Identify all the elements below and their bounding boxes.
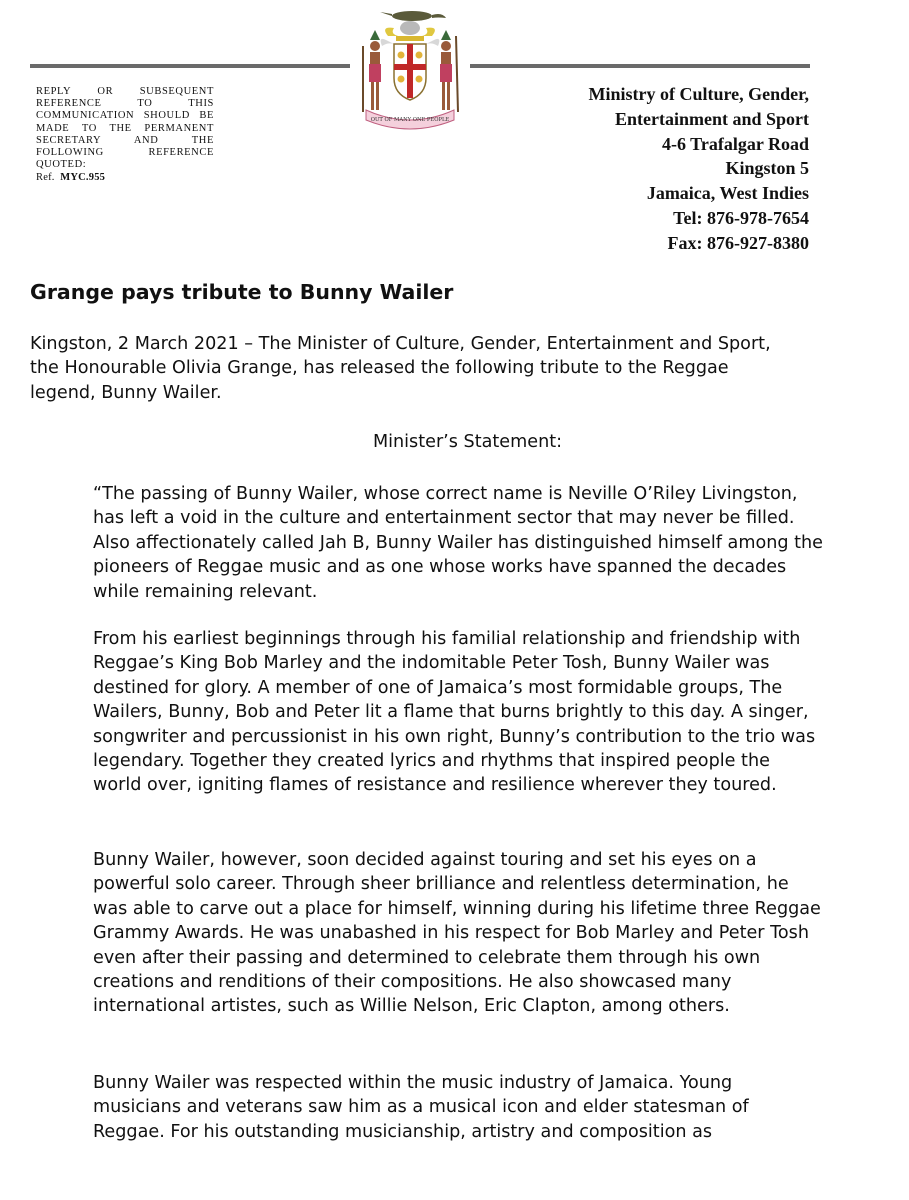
statement-heading: Minister’s Statement: [372, 432, 563, 452]
intro-paragraph: Kingston, 2 March 2021 – The Minister of Culture, Gender, Entertainment and Sport, the Honourable Olivia Grange, has released the following tribute to the Reggae legend, Bunny Wailer. [30, 334, 771, 403]
address-line: 4-6 Trafalgar Road [662, 133, 809, 154]
statement-paragraph: From his earliest beginnings through his familial relationship and friendship with Reggae’s King Bob Marley and the indomitable Peter Tosh, Bunny Wailer was destined for glory. A member of one of Jamaica’s most formidable groups, The Wailers, Bunny, Bob and Peter lit a flame that burns brightly to this day. A singer, songwriter and percussionist in his own right, Bunny’s contribution to the trio was legendary. Together they created lyrics and rhythms that inspired people the world over, igniting flames of resistance and resilience wherever they toured. [93, 629, 816, 796]
reference-code [36, 172, 214, 184]
headline: Grange pays tribute to Bunny Wailer [30, 280, 454, 304]
reference-label: Ref. [36, 172, 55, 184]
reference-notice-line: COMMUNICATION SHOULD BE [36, 110, 214, 122]
statement-paragraph: Bunny Wailer, however, soon decided against touring and set his eyes on a powerful solo career. Through sheer brilliance and relentless determination, he was able to carve out a place for himself, winning during his lifetime three Reggae Grammy Awards. He was unabashed in his respect for Bob Marley and Peter Tosh even after their passing and determined to celebrate them through his own creations and renditions of their compositions. He also showcased many international artistes, such as Willie Nelson, Eric Clapton, among others. [93, 850, 821, 1017]
fax-line: Fax: 876-927-8380 [667, 232, 809, 253]
address-line: Kingston 5 [725, 158, 809, 179]
address-line: Entertainment and Sport [614, 108, 809, 129]
svg-text:OUT OF MANY ONE PEOPLE: OUT OF MANY ONE PEOPLE [370, 117, 450, 123]
reference-number: MYC.955 [60, 172, 106, 184]
reference-notice-line: SECRETARY AND THE [36, 134, 214, 146]
reference-notice-line: QUOTED: [36, 159, 87, 171]
reference-notice-line: FOLLOWING REFERENCE [36, 147, 214, 159]
reference-notice-line: MADE TO THE PERMANENT [36, 122, 214, 134]
reference-notice [36, 86, 214, 185]
reference-notice-line: REPLY OR SUBSEQUENT [36, 86, 214, 97]
ministry-address [589, 82, 810, 256]
jamaica-coat-of-arms-icon [350, 6, 470, 130]
address-line: Jamaica, West Indies [646, 183, 809, 204]
telephone-line: Tel: 876-978-7654 [673, 207, 809, 228]
statement-paragraph: “The passing of Bunny Wailer, whose correct name is Neville O’Riley Livingston, has left a void in the culture and entertainment sector that may never be filled. Also affectionately called Jah B, Bunny Wailer has distinguished himself among the pioneers of Reggae music and as one whose works have spanned the decades while remaining relevant. [93, 484, 824, 602]
statement-paragraph: Bunny Wailer was respected within the music industry of Jamaica. Young musicians and veterans saw him as a musical icon and elder statesman of Reggae. For his outstanding musicianship, artistry and composition as [93, 1073, 749, 1142]
header-rule-right [470, 64, 810, 68]
address-line: Ministry of Culture, Gender, [588, 84, 809, 104]
header-rule-left [30, 64, 350, 68]
reference-notice-line: REFERENCE TO THIS [36, 98, 214, 110]
